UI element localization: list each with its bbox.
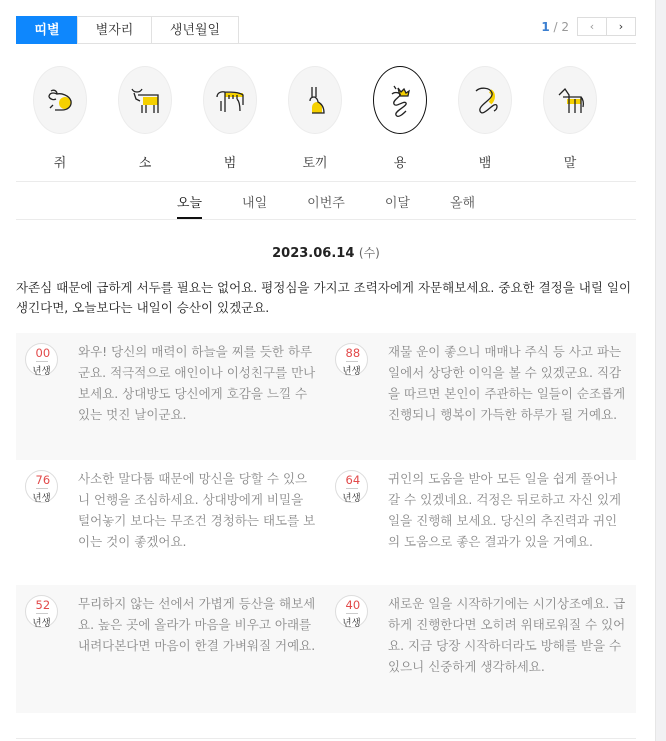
year-badge <box>335 343 368 376</box>
fortune-text: 사소한 말다툼 때문에 망신을 당할 수 있으니 언행을 조심하세요. 상대방에게 비밀을 털어놓기 보다는 무조건 경청하는 태도를 보이는 것이 좋겠어요. <box>78 471 316 549</box>
fortune-item <box>16 343 326 448</box>
year: 00 <box>35 346 51 360</box>
year-suffix: 년생 <box>32 366 51 377</box>
page-indicator <box>541 20 569 34</box>
animal-label: 소 <box>138 156 152 171</box>
year-suffix: 년생 <box>342 618 361 629</box>
fortune-text: 와우! 당신의 매력이 하늘을 찌를 듯한 하루군요. 적극적으로 애인이나 이성친구를 만나보세요. 상대방도 당신에게 호감을 느낄 수 있는 멋진 날이군요. <box>78 344 316 422</box>
fortune-row <box>16 333 636 460</box>
fortune-text: 무리하지 않는 선에서 가볍게 등산을 해보세요. 높은 곳에 올라가 마음을 비우고 아래를 내려다본다면 마음이 한결 가벼워질 거예요. <box>78 596 316 653</box>
tab-this-week[interactable]: 이번주 <box>307 196 345 211</box>
divider <box>16 219 636 220</box>
year-badge <box>335 595 368 628</box>
fortune-row <box>16 460 636 585</box>
tab-tomorrow[interactable]: 내일 <box>242 196 268 211</box>
animal-dragon[interactable] <box>366 66 434 171</box>
ox-icon <box>118 66 172 134</box>
rat-icon <box>33 66 87 134</box>
rabbit-icon <box>288 66 342 134</box>
tab-this-year[interactable]: 올해 <box>449 196 476 211</box>
period-tabs <box>16 192 636 218</box>
tab-constellation[interactable]: 별자리 <box>77 16 152 44</box>
year-badge <box>335 470 368 503</box>
tab-zodiac-animal[interactable]: 띠별 <box>16 16 78 44</box>
dragon-icon <box>373 66 427 134</box>
fortune-item <box>16 595 326 701</box>
fortune-text: 새로운 일을 시작하기에는 시기상조예요. 급하게 진행한다면 오히려 위태로워질 수 있어요. 지금 당장 시작하더라도 방해를 받을 수 있으니 신중하게 생각하세요. <box>388 596 626 674</box>
animal-label: 토끼 <box>302 156 328 171</box>
fortune-item <box>326 470 636 573</box>
year-suffix: 년생 <box>342 493 361 504</box>
year: 88 <box>345 346 361 360</box>
year: 40 <box>345 598 361 612</box>
year-suffix: 년생 <box>32 493 51 504</box>
snake-icon <box>458 66 512 134</box>
tab-this-month[interactable]: 이달 <box>384 196 410 211</box>
fortune-item <box>16 470 326 573</box>
animal-label: 범 <box>223 156 237 171</box>
animal-tiger[interactable] <box>196 66 264 171</box>
year-badge <box>25 343 58 376</box>
animal-label: 뱀 <box>478 156 492 171</box>
fortune-summary: 자존심 때문에 급하게 서두를 필요는 없어요. 평정심을 가지고 조력자에게 자문해보세요. 중요한 결정을 내릴 일이 생긴다면, 오늘보다는 내일이 승산이 있겠군요. <box>16 280 632 315</box>
tab-today[interactable]: 오늘 <box>177 192 202 218</box>
scrollbar[interactable] <box>655 0 666 741</box>
animal-snake[interactable] <box>451 66 519 171</box>
prev-page-button[interactable]: ‹ <box>577 17 607 36</box>
divider <box>16 738 636 739</box>
pager <box>541 17 636 36</box>
fortune-row <box>16 585 636 713</box>
fortune-by-year-list <box>16 333 636 713</box>
horse-icon <box>543 66 597 134</box>
animal-rabbit[interactable] <box>281 66 349 171</box>
animal-label: 말 <box>563 156 577 171</box>
animal-label: 용 <box>393 156 407 171</box>
animal-ox[interactable] <box>111 66 179 171</box>
date-value: 2023.06.14 <box>272 246 355 261</box>
year-suffix: 년생 <box>342 366 361 377</box>
year: 64 <box>345 473 361 487</box>
animal-horse[interactable] <box>536 66 604 171</box>
year: 76 <box>35 473 51 487</box>
current-page: 1 <box>541 19 550 34</box>
year: 52 <box>35 598 51 612</box>
animal-list <box>16 66 636 181</box>
animal-label: 쥐 <box>53 156 67 171</box>
year-badge <box>25 595 58 628</box>
year-badge <box>25 470 58 503</box>
tiger-icon <box>203 66 257 134</box>
date-weekday: (수) <box>358 246 380 260</box>
fortune-item <box>326 343 636 448</box>
divider <box>16 181 636 182</box>
total-pages: / 2 <box>553 19 569 34</box>
tab-birthdate[interactable]: 생년월일 <box>151 16 239 44</box>
fortune-item <box>326 595 636 701</box>
animal-rat[interactable] <box>26 66 94 171</box>
year-suffix: 년생 <box>32 618 51 629</box>
fortune-date <box>16 244 636 261</box>
fortune-text: 재물 운이 좋으니 매매나 주식 등 사고 파는 일에서 상당한 이익을 볼 수 있겠군요. 직감을 따르면 본인이 주관하는 일들이 순조롭게 진행되니 행복이 가득한 하루가 될 거예요. <box>388 344 626 422</box>
next-page-button[interactable]: › <box>606 17 636 36</box>
fortune-text: 귀인의 도움을 받아 모든 일을 쉽게 풀어나갈 수 있겠네요. 걱정은 뒤로하고 자신 있게 일을 진행해 보세요. 당신의 추진력과 귀인의 도움으로 좋은 결과가 있을 거예요. <box>388 471 622 549</box>
